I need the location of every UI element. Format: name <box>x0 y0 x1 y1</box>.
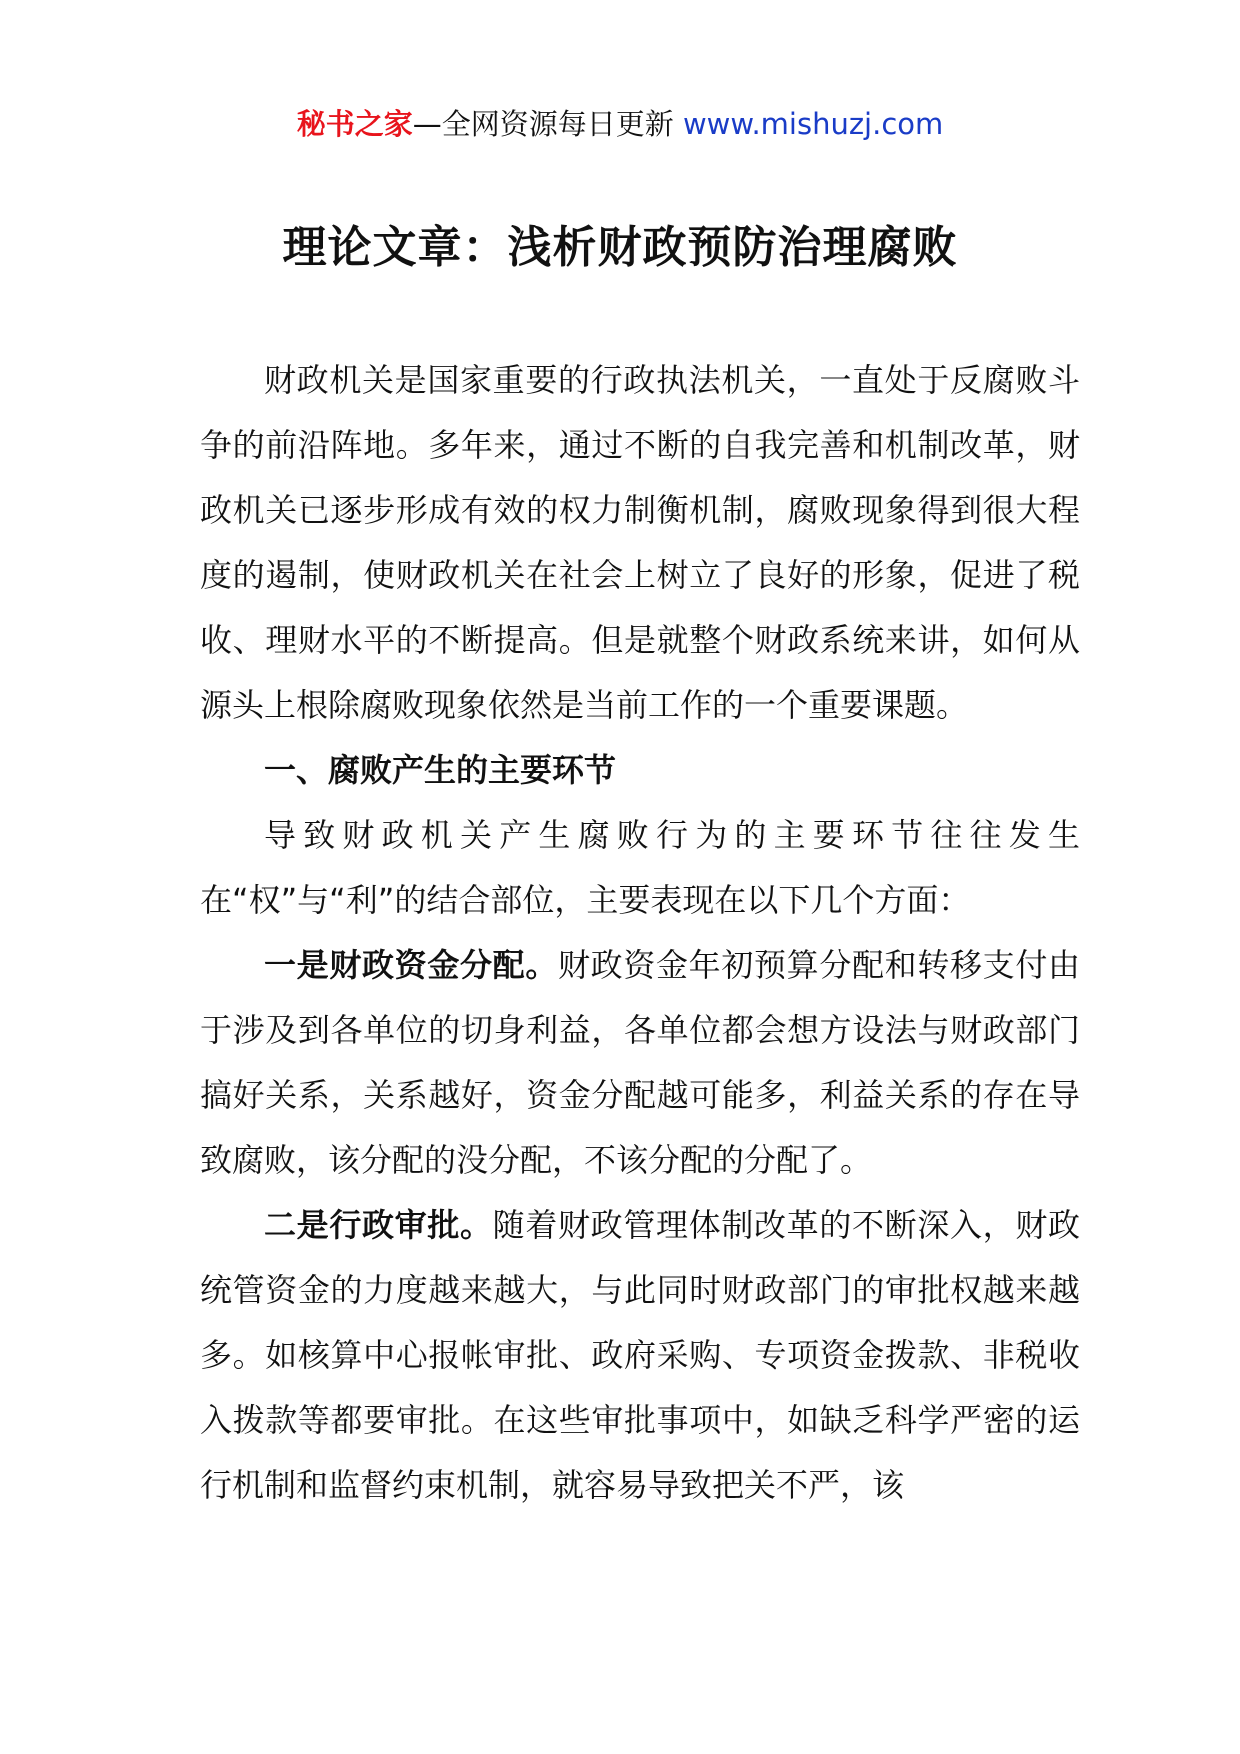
paragraph-overview: 导致财政机关产生腐败行为的主要环节往往发生在“权”与“利”的结合部位，主要表现在以下几个方面： <box>200 816 1080 919</box>
paragraph-admin-approval <box>200 1193 1080 1518</box>
paragraph-lead-admin-approval: 二是行政审批。 <box>264 1206 493 1244</box>
paragraph-text-fund-allocation: 财政资金年初预算分配和转移支付由于涉及到各单位的切身利益，各单位都会想方设法与财政部门搞好关系，关系越好，资金分配越可能多，利益关系的存在导致腐败，该分配的没分配，不该分配的分配了。 <box>200 946 1080 1179</box>
article-body <box>200 348 1080 1518</box>
article-title: 理论文章：浅析财政预防治理腐败 <box>282 222 958 273</box>
site-header <box>0 104 1240 144</box>
site-brand: 秘书之家 <box>296 107 413 141</box>
paragraph-lead-fund-allocation: 一是财政资金分配。 <box>264 946 558 984</box>
paragraph-intro: 财政机关是国家重要的行政执法机关，一直处于反腐败斗争的前沿阵地。多年来，通过不断的自我完善和机制改革，财政机关已逐步形成有效的权力制衡机制，腐败现象得到很大程度的遏制，使财政机关在社会上树立了良好的形象，促进了税收、理财水平的不断提高。但是就整个财政系统来讲，如何从源头上根除腐败现象依然是当前工作的一个重要课题。 <box>200 361 1080 724</box>
paragraph-fund-allocation <box>200 933 1080 1193</box>
section-heading-1: 一、腐败产生的主要环节 <box>264 751 617 789</box>
site-url-link[interactable]: www.mishuzj.com <box>682 107 944 141</box>
paragraph-text-admin-approval: 随着财政管理体制改革的不断深入，财政统管资金的力度越来越大，与此同时财政部门的审批权越来越多。如核算中心报帐审批、政府采购、专项资金拨款、非税收入拨款等都要审批。在这些审批事项中，如缺乏科学严密的运行机制和监督约束机制，就容易导致把关不严，该 <box>200 1206 1080 1504</box>
site-tagline: —全网资源每日更新 <box>412 107 674 141</box>
